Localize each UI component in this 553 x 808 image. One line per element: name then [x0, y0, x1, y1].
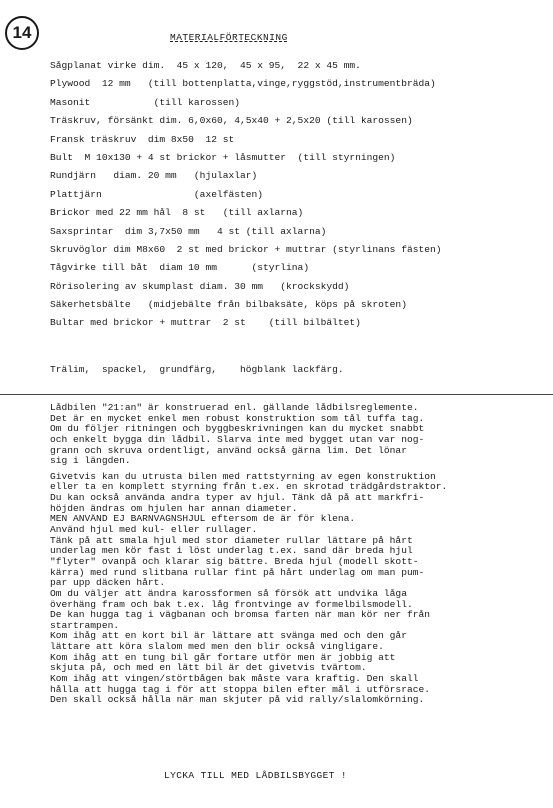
material-item-finish: Trälim, spackel, grundfärg, högblank lackfärg.	[50, 363, 344, 375]
material-item: Plywood 12 mm (till bottenplatta,vinge,ryggstöd,instrumentbräda)	[50, 78, 436, 90]
text-line: och enkelt bygga din lådbil. Slarva inte med bygget utan var nog-	[50, 434, 425, 445]
text-line: Den skall också hålla när man skjuter på vid rally/slalomkörning.	[50, 695, 425, 706]
text-line: MEN ANVÄND EJ BARNVAGNSHJUL eftersom de är för klena.	[50, 514, 356, 525]
closing-line: LYCKA TILL MED LÅDBILSBYGGET !	[164, 770, 348, 781]
text-line: Givetvis kan du utrusta bilen med rattstyrning av egen konstruktion	[50, 471, 436, 482]
text-line: Tänk på att smala hjul med stor diameter rullar lättare på hårt	[50, 535, 413, 546]
text-line: Använd hjul med kul- eller rullager.	[50, 525, 258, 536]
material-item: Masonit (till karossen)	[50, 96, 240, 108]
text-line: Om du följer ritningen och byggbeskrivningen kan du mycket snabbt	[50, 424, 425, 435]
text-line: De kan hugga tag i vägbanan och bromsa farten när man kör ner från	[50, 610, 430, 621]
text-line: Det är en mycket enkel men robust konstruktion som tål tuffa tag.	[50, 413, 425, 424]
material-item: Sågplanat virke dim. 45 x 120, 45 x 95, 22 x 45 mm.	[50, 60, 361, 71]
material-item: Plattjärn (axelfästen)	[50, 188, 264, 200]
section-divider	[0, 394, 553, 395]
text-line: Kom ihåg att en tung bil går fortare utför men är jobbig att	[50, 652, 396, 663]
text-line: hålla att hugga tag i för att stoppa bilen efter mål i utförsrace.	[50, 684, 430, 695]
text-line: "flyter" ovanpå och klarar sig bättre. Breda hjul (modell skott-	[50, 556, 419, 567]
materials-list	[50, 57, 545, 379]
material-item: Brickor med 22 mm hål 8 st (till axlarna)	[50, 207, 304, 219]
text-line: par upp däcken hårt.	[50, 578, 166, 589]
text-line: startrampen.	[50, 620, 120, 631]
material-item: Saxsprintar dim 3,7x50 mm 4 st (till axlarna)	[50, 225, 327, 237]
material-item: Säkerhetsbälte (midjebälte från bilbaksäte, köps på skroten)	[50, 299, 407, 311]
text-line: höjden ändras om hjulen har annan diameter.	[50, 503, 298, 514]
text-line: grann och skruva ordentligt, använd också gärna lim. Det lönar	[50, 445, 407, 456]
material-item: Rundjärn diam. 20 mm (hjulaxlar)	[50, 170, 258, 182]
material-item: Bult M 10x130 + 4 st brickor + låsmutter (till styrningen)	[50, 151, 396, 163]
page-number: 14	[12, 23, 32, 42]
page-title: MATERIALFÖRTECKNING	[170, 32, 288, 43]
text-line: Lådbilen "21:an" är konstruerad enl. gällande lådbilsreglemente.	[50, 403, 419, 413]
text-line: Kom ihåg att vingen/störtbågen bak måste vara kraftig. Den skall	[50, 674, 419, 685]
text-line: Kom ihåg att en kort bil är lättare att svänga med och den går	[50, 631, 407, 642]
text-line: överhäng fram och bak t.ex. låg frontvinge av formelbilsmodell.	[50, 599, 413, 610]
text-line: underlag men kör fast i löst underlag t.ex. sand där breda hjul	[50, 546, 413, 557]
material-item: Bultar med brickor + muttrar 2 st (till bilbältet)	[50, 317, 361, 329]
text-line: skjuta på, och med en lätt bil är det givetvis tvärtom.	[50, 663, 367, 674]
text-line: Om du väljer att ändra karossformen så försök att undvika låga	[50, 588, 407, 599]
material-item-wheels	[50, 333, 545, 361]
material-item: Träskruv, försänkt dim. 6,0x60, 4,5x40 + 2,5x20 (till karossen)	[50, 115, 413, 127]
material-item: Fransk träskruv dim 8x50 12 st	[50, 133, 235, 145]
text-line: Du kan också använda andra typer av hjul. Tänk då på att markfri-	[50, 493, 425, 504]
material-item: Rörisolering av skumplast diam. 30 mm (krockskydd)	[50, 280, 350, 292]
text-line: sig i längden.	[50, 456, 131, 467]
material-item: Tågvirke till båt diam 10 mm (styrlina)	[50, 262, 310, 274]
text-line: eller ta en komplett styrning från t.ex. en skrotad trädgårdstraktor.	[50, 482, 448, 493]
material-item: Skruvöglor dim M8x60 2 st med brickor + muttrar (styrlinans fästen)	[50, 243, 442, 255]
page-number-badge	[5, 16, 39, 50]
text-line: kärra) med rund slitbana rullar fint på hårt underlag om man pum-	[50, 567, 425, 578]
text-line: lättare att köra slalom med men den blir också vingligare.	[50, 642, 384, 653]
description-text	[50, 403, 550, 706]
